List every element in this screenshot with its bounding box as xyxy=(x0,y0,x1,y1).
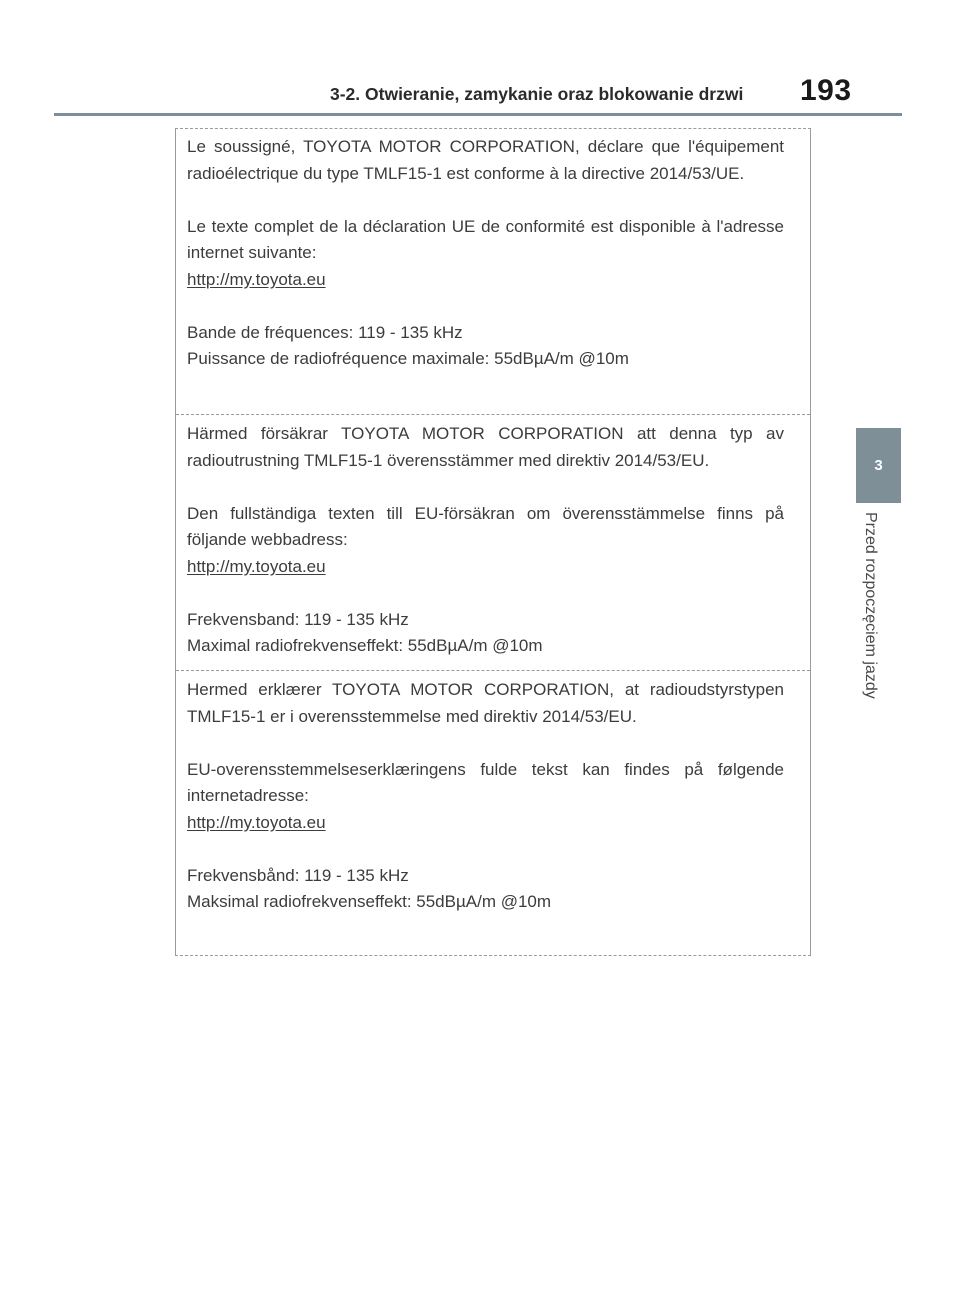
frequency-band: Frekvensband: 119 - 135 kHz xyxy=(187,609,409,629)
declaration-statement: Le soussigné, TOYOTA MOTOR CORPORATION, déclare que l'équipement radioélectrique du type TMLF15-1 est conforme à la directive 2014/53/UE. xyxy=(187,137,784,183)
availability-text: Le texte complet de la déclaration UE de conformité est disponible à l'adresse internet suivante: xyxy=(187,216,784,262)
max-power: Maximal radiofrekvenseffekt: 55dBµA/m @10m xyxy=(187,636,543,655)
declaration-link[interactable]: http://my.toyota.eu xyxy=(187,556,326,576)
availability-text: EU-overensstemmelseserklæringens fulde tekst kan findes på følgende internetadresse: xyxy=(187,759,784,805)
max-power: Maksimal radiofrekvenseffekt: 55dBµA/m @10m xyxy=(187,892,552,911)
declaration-french xyxy=(176,128,810,414)
chapter-label: Przed rozpoczęciem jazdy xyxy=(862,512,879,699)
declaration-specs xyxy=(187,320,784,373)
declaration-link[interactable]: http://my.toyota.eu xyxy=(187,269,326,289)
declaration-link[interactable]: http://my.toyota.eu xyxy=(187,812,326,832)
page-number: 193 xyxy=(800,74,852,107)
frequency-band: Bande de fréquences: 119 - 135 kHz xyxy=(187,322,463,342)
declaration-availability xyxy=(187,214,784,294)
declaration-specs xyxy=(187,607,784,660)
max-power: Puissance de radiofréquence maximale: 55dBµA/m @10m xyxy=(187,349,629,368)
declaration-availability xyxy=(187,501,784,581)
chapter-tab xyxy=(856,428,901,503)
frequency-band: Frekvensbånd: 119 - 135 kHz xyxy=(187,865,409,885)
declaration-specs xyxy=(187,863,784,916)
availability-text: Den fullständiga texten till EU-försäkran om överensstämmelse finns på följande webbadress: xyxy=(187,503,784,549)
declaration-statement: Härmed försäkrar TOYOTA MOTOR CORPORATION att denna typ av radioutrustning TMLF15-1 överensstämmer med direktiv 2014/53/EU. xyxy=(187,424,784,470)
header-divider xyxy=(54,113,902,116)
declaration-swedish xyxy=(176,414,810,670)
declaration-statement: Hermed erklærer TOYOTA MOTOR CORPORATION, at radioudstyrstypen TMLF15-1 er i overensstemmelse med direktiv 2014/53/EU. xyxy=(187,680,784,726)
declaration-box xyxy=(175,128,811,956)
declaration-availability xyxy=(187,757,784,837)
declaration-danish xyxy=(176,670,810,956)
section-title: 3-2. Otwieranie, zamykanie oraz blokowanie drzwi xyxy=(330,84,744,104)
chapter-number: 3 xyxy=(874,457,883,474)
